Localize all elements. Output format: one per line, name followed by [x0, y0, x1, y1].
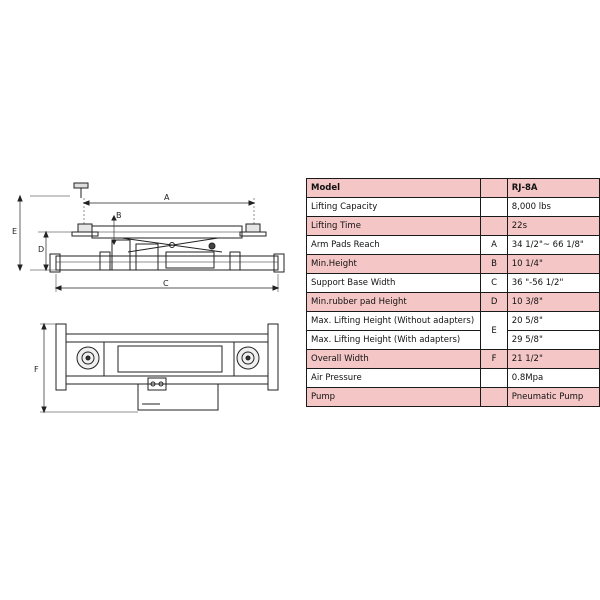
spec-row: [307, 217, 600, 236]
dim-label-a: A: [164, 193, 170, 202]
spec-code: [481, 198, 507, 217]
dim-label-e: E: [12, 227, 18, 236]
top-view: [40, 324, 278, 412]
spec-value: Pneumatic Pump: [507, 388, 599, 407]
spec-name: Air Pressure: [307, 369, 481, 388]
spec-name: Pump: [307, 388, 481, 407]
spec-name: Lifting Capacity: [307, 198, 481, 217]
spec-name: Max. Lifting Height (Without adapters): [307, 312, 481, 331]
spec-row: [307, 198, 600, 217]
spec-name: Overall Width: [307, 350, 481, 369]
spec-name: Model: [307, 179, 481, 198]
spec-row: [307, 236, 600, 255]
spec-row: [307, 388, 600, 407]
spec-code: [481, 388, 507, 407]
spec-value: 21 1/2": [507, 350, 599, 369]
dim-label-d: D: [38, 245, 45, 254]
spec-name: Arm Pads Reach: [307, 236, 481, 255]
spec-row: [307, 350, 600, 369]
spec-value: 36 "-56 1/2": [507, 274, 599, 293]
spec-code: [481, 369, 507, 388]
spec-value: 22s: [507, 217, 599, 236]
spec-code: D: [481, 293, 507, 312]
spec-row: [307, 179, 600, 198]
spec-value: 8,000 lbs: [507, 198, 599, 217]
spec-name: Support Base Width: [307, 274, 481, 293]
spec-value: 29 5/8": [507, 331, 599, 350]
spec-code: E: [481, 312, 507, 350]
spec-value: 10 3/8": [507, 293, 599, 312]
spec-name: Max. Lifting Height (With adapters): [307, 331, 481, 350]
spec-value: 34 1/2"~ 66 1/8": [507, 236, 599, 255]
spec-row: [307, 255, 600, 274]
spec-code: [481, 217, 507, 236]
spec-row: [307, 274, 600, 293]
spec-code: A: [481, 236, 507, 255]
dim-label-f: F: [34, 365, 39, 374]
spec-value: 10 1/4": [507, 255, 599, 274]
spec-row: [307, 312, 600, 331]
spec-value: 20 5/8": [507, 312, 599, 331]
spec-code: [481, 179, 507, 198]
spec-value: 0.8Mpa: [507, 369, 599, 388]
spec-name: Min.Height: [307, 255, 481, 274]
spec-value: RJ-8A: [507, 179, 599, 198]
spec-code: B: [481, 255, 507, 274]
spec-row: [307, 293, 600, 312]
spec-code: C: [481, 274, 507, 293]
spec-name: Min.rubber pad Height: [307, 293, 481, 312]
spec-row: [307, 369, 600, 388]
spec-code: F: [481, 350, 507, 369]
spec-row: [307, 331, 600, 350]
dim-label-b: B: [116, 211, 122, 220]
side-view: [18, 183, 284, 292]
spec-name: Lifting Time: [307, 217, 481, 236]
spec-table: [306, 178, 600, 407]
dim-label-c: C: [163, 279, 169, 288]
